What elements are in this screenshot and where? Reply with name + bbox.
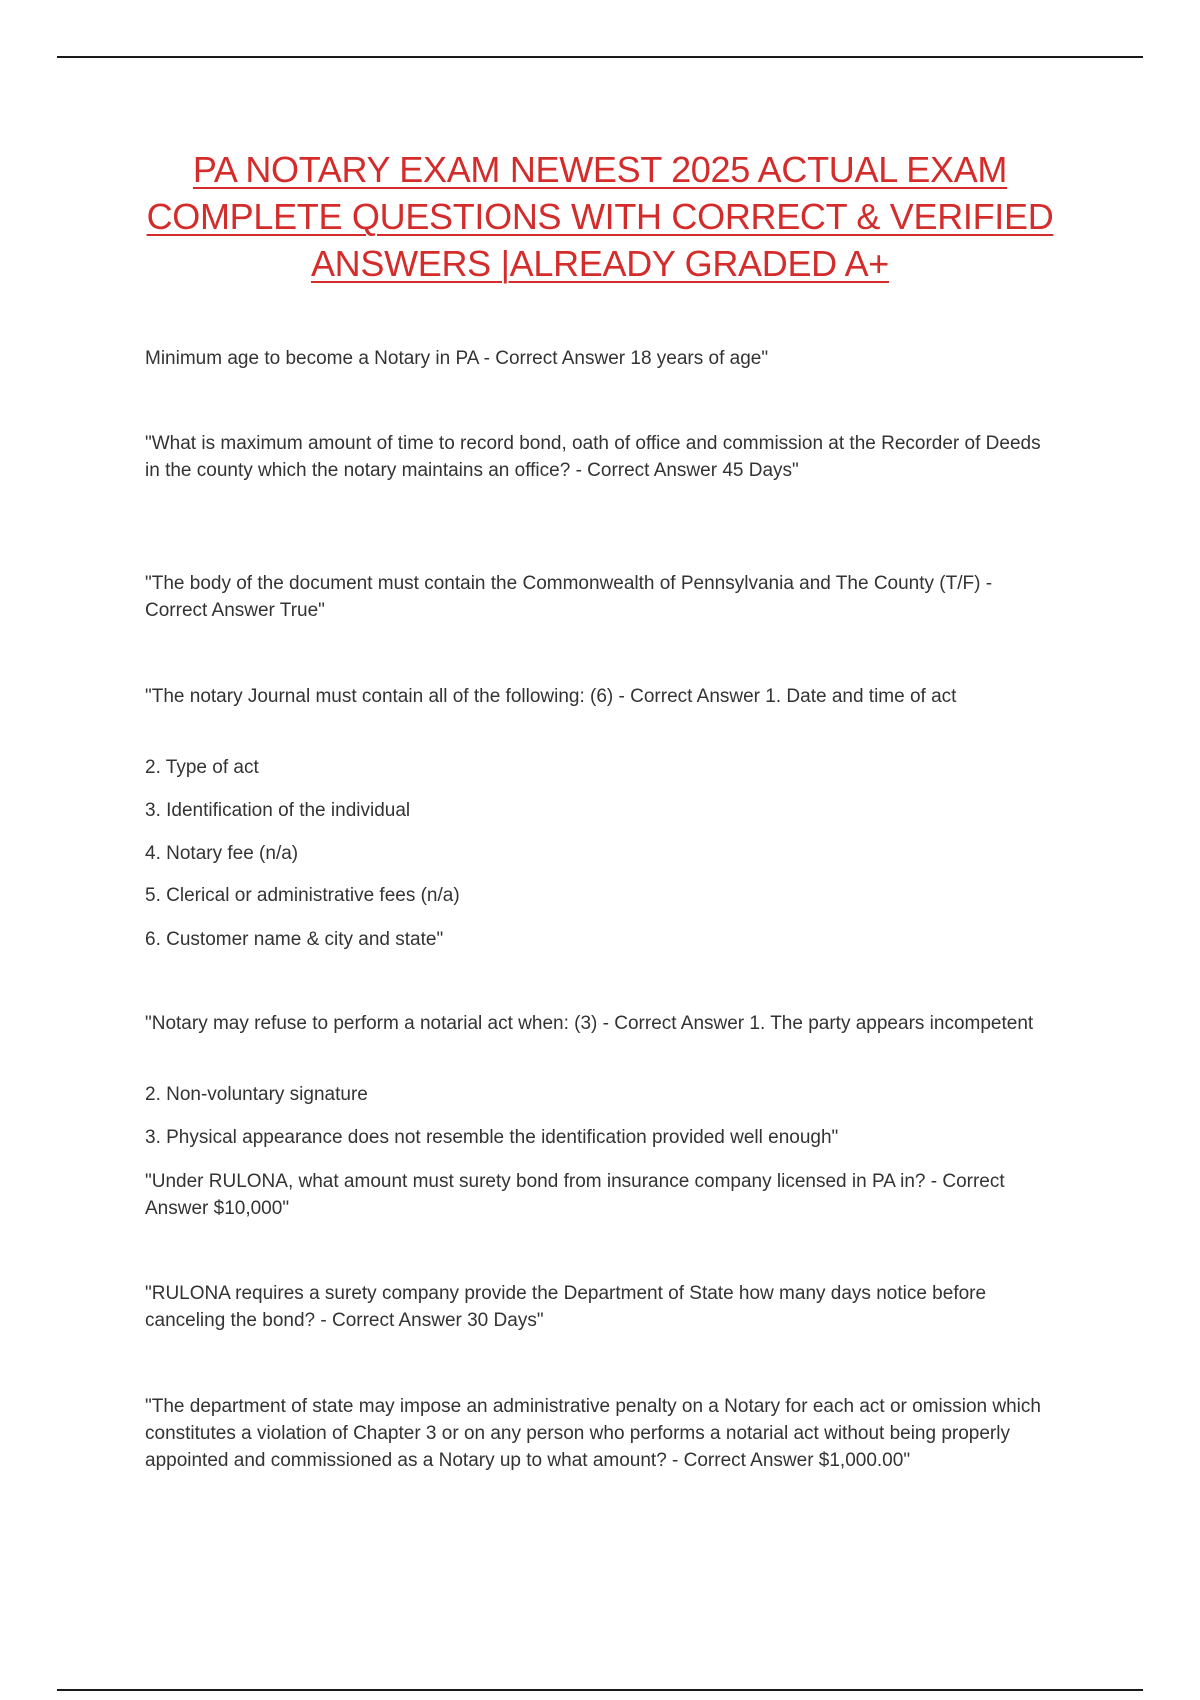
list-item: 5. Clerical or administrative fees (n/a) xyxy=(145,885,460,906)
list-item: 2. Non-voluntary signature xyxy=(145,1084,368,1105)
header-rule xyxy=(57,56,1143,58)
document-title: PA NOTARY EXAM NEWEST 2025 ACTUAL EXAM COMPLETE QUESTIONS WITH CORRECT & VERIFIED ANSWERS |ALREADY GRADED A+ xyxy=(146,149,1054,284)
qa-entry: "Notary may refuse to perform a notarial act when: (3) - Correct Answer 1. The party appears incompetent xyxy=(145,1013,1034,1034)
qa-entry: "Under RULONA, what amount must surety bond from insurance company licensed in PA in? - Correct Answer $10,000" xyxy=(145,1171,1005,1219)
qa-entry: "RULONA requires a surety company provide the Department of State how many days notice before canceling the bond? - Correct Answer 30 Days" xyxy=(145,1283,987,1331)
list-item: 6. Customer name & city and state" xyxy=(145,929,444,950)
qa-entry: "What is maximum amount of time to record bond, oath of office and commission at the Recorder of Deeds in the county which the notary maintains an office? - Correct Answer 45 Days" xyxy=(145,433,1041,481)
list-item: 3. Physical appearance does not resemble the identification provided well enough" xyxy=(145,1127,839,1148)
footer-rule xyxy=(57,1689,1143,1691)
qa-entry: "The department of state may impose an administrative penalty on a Notary for each act or omission which constitutes a violation of Chapter 3 or on any person who performs a notarial act without being properly appointed and commissioned as a Notary up to what amount? - Correct Answer $1,000.00" xyxy=(145,1396,1041,1471)
list-item: 3. Identification of the individual xyxy=(145,800,411,821)
list-item: 2. Type of act xyxy=(145,757,259,778)
qa-entry: "The notary Journal must contain all of the following: (6) - Correct Answer 1. Date and time of act xyxy=(145,686,957,707)
qa-entry: Minimum age to become a Notary in PA - Correct Answer 18 years of age" xyxy=(145,348,769,369)
qa-entry: "The body of the document must contain the Commonwealth of Pennsylvania and The County (T/F) - Correct Answer True" xyxy=(145,573,993,621)
list-item: 4. Notary fee (n/a) xyxy=(145,843,299,864)
